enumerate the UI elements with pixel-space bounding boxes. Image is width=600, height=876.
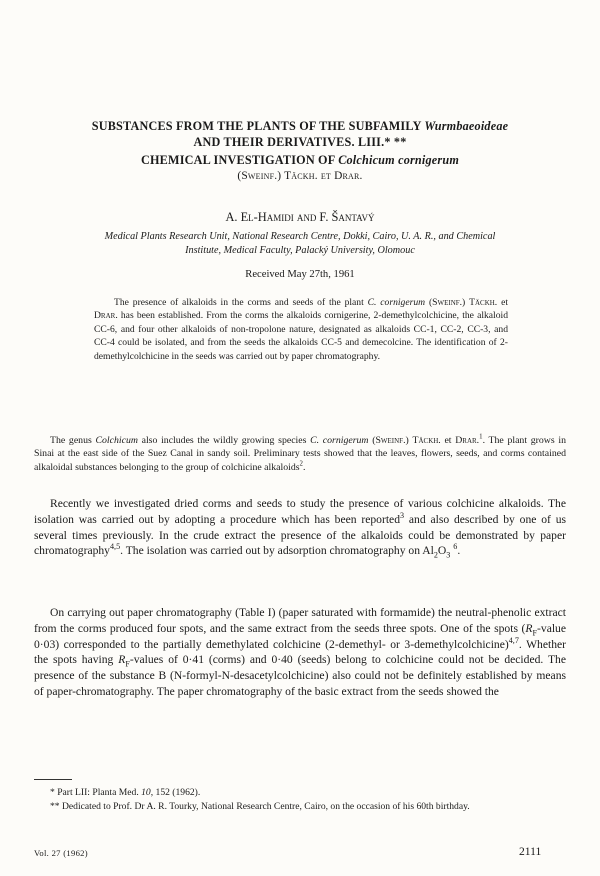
title-species: Colchicum cornigerum <box>338 153 459 167</box>
page-number: 2111 <box>519 845 542 858</box>
reference-marker: 1 <box>479 433 483 441</box>
title-genus: Wurmbaeoideae <box>424 119 509 133</box>
intro-paragraph: The genus Colchicum also includes the wildly growing species C. cornigerum (Sweinf.) Täckh. et Drar.$^1$. The plant grows in Sinai at the east side of the Suez Canal in sandy soil. Preliminary tests showed that the leaves, flowers, seeds, and corms contained alkaloidal substances belonging to the group of colchicine alkaloids$^2$. <box>34 433 566 473</box>
affiliation: Medical Plants Research Unit, National Research Centre, Dokki, Cairo, U. A. R., and Chemical Institute, Medical Faculty, Palacký University, Olomouc <box>104 231 496 256</box>
reference-marker: 6 <box>453 542 458 552</box>
title-line-1: SUBSTANCES FROM THE PLANTS OF THE SUBFAMILY Wurmbaeoideae <box>91 119 509 133</box>
title-line-4: (Sweinf.) Täckh. et Drar. <box>237 170 363 182</box>
title-line-3: CHEMICAL INVESTIGATION OF Colchicum cornigerum <box>141 153 459 167</box>
footnote-divider <box>34 779 72 780</box>
abstract: The presence of alkaloids in the corms and seeds of the plant C. cornigerum (Sweinf.) Täckh. et Drar. has been established. From the corms the alkaloids cornigerine, 2-demethylcolchicine, the alkaloid CC-6, and four other alkaloids of non-tropolone nature, designated as alkaloids CC-1, CC-2, CC-3, and CC-4 could be isolated, and from the seeds the alkaloids CC-5 and demecolcine. The identification of 2-demethylcolchicine in the seeds was carried out by paper chromatography. <box>94 297 508 362</box>
body-paragraph-1: Recently we investigated dried corms and seeds to study the presence of various colchicine alkaloids. The isolation was carried out by adopting a procedure which has been reported$^3$ and also described by one of us several times previously. In the crude extract the presence of the alkaloids could be demonstrated by paper chromatography$^{4,5}$. The isolation was carried out by adsorption chromatography on $Al_2O_3$ $^6$. <box>34 497 566 560</box>
footnote-1: * Part LII: Planta Med. 10, 152 (1962). <box>50 787 201 798</box>
reference-marker: 3 <box>400 510 405 520</box>
reference-marker: 4,7 <box>508 635 519 645</box>
reference-marker: 4,5 <box>109 542 121 552</box>
received-date: Received May 27th, 1961 <box>245 269 355 280</box>
reference-marker: 2 <box>299 460 303 468</box>
footnote-2: ** Dedicated to Prof. Dr A. R. Tourky, National Research Centre, Cairo, on the occasion of his 60th birthday. <box>50 801 470 812</box>
volume-label: Vol. 27 (1962) <box>34 848 88 858</box>
authors: A. El-Hamidi and F. Šantavý <box>225 210 375 224</box>
body-paragraph-2: On carrying out paper chromatography (Table I) (paper saturated with formamide) the neutral-phenolic extract from the corms produced four spots, and the same extract from the seeds three spots. One of the spots ($R_F$-value 0·03) corresponded to the partially demethylated colchicine (2-demethyl- or 3-demethylcolchicine)$^{4,7}$. Whether the spots having $R_F$-values of 0·41 (corms) and 0·40 (seeds) belong to colchicine could not be decided. The presence of the substance B (N-formyl-N-desacetylcolchicine) also could not be definitely established by means of paper-chromatography. The paper chromatography of the basic extract from the seeds showed the <box>34 606 567 698</box>
title-line-2: AND THEIR DERIVATIVES. LIII.* ** <box>193 135 407 149</box>
